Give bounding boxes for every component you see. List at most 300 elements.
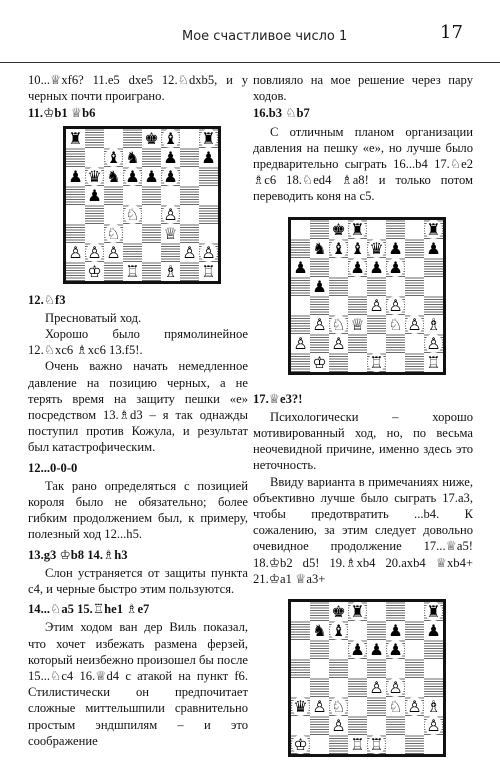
chess-piece-p: ♟ [369,640,384,660]
chess-piece-R: ♖ [426,352,441,372]
board-square [85,129,104,148]
board-square [386,678,405,697]
board-square [424,315,443,334]
chess-piece-K: ♔ [312,352,327,372]
board-square [386,621,405,640]
board-square [424,296,443,315]
chess-piece-r: ♜ [426,219,441,239]
chess-piece-P: ♙ [331,333,346,353]
board-square [405,678,424,697]
board-square [66,205,85,224]
board-square [104,262,123,281]
board-square [291,277,310,296]
chess-piece-p: ♟ [163,166,178,186]
chess-piece-p: ♟ [369,257,384,277]
board-square [85,167,104,186]
board-square [161,186,180,205]
board-square [424,621,443,640]
chess-piece-p: ♟ [350,640,365,660]
chess-piece-glyph: ♘ [50,668,62,684]
move-heading: 17.♕e3?! [253,390,303,406]
chess-piece-glyph: ♗ [341,172,353,188]
chess-piece-p: ♟ [201,147,216,167]
chess-piece-p: ♟ [163,147,178,167]
board-square [329,334,348,353]
board-square [199,148,218,167]
board-square [329,716,348,735]
board-square [161,148,180,167]
board-square [386,220,405,239]
paragraph: Слон устраняется от защиты пункта с4, и черные быстро этим пользуются. [28,565,248,597]
board-square [66,129,85,148]
board-square [405,258,424,277]
chess-piece-glyph: ♕ [435,554,447,570]
board-square [291,621,310,640]
board-square [367,239,386,258]
board-square [180,243,199,262]
board-square [424,277,443,296]
board-square [66,186,85,205]
board-square [367,258,386,277]
board-square [386,315,405,334]
board-square [367,353,386,372]
chess-piece-b: ♝ [350,238,365,258]
board-square [161,205,180,224]
board-square [405,640,424,659]
board-square [66,262,85,281]
board-square [199,205,218,224]
board-square [329,315,348,334]
board-square [348,640,367,659]
chess-piece-Q: ♕ [163,223,178,243]
chess-piece-k: ♚ [331,602,346,622]
chess-piece-P: ♙ [426,716,441,736]
move-heading: 12.♘f3 [28,291,66,307]
board-square [310,258,329,277]
diagram-after-16-b3-nb7 [288,217,446,375]
board-square [199,243,218,262]
board-square [348,220,367,239]
chess-piece-P: ♙ [331,716,346,736]
board-square [199,129,218,148]
board-square [424,716,443,735]
chess-piece-glyph: ♔ [268,554,281,570]
board-square [424,640,443,659]
board-square [104,205,123,224]
board-square [348,334,367,353]
board-square [85,243,104,262]
board-square [142,262,161,281]
board-square [405,315,424,334]
chess-piece-r: ♜ [68,128,83,148]
chess-piece-b: ♝ [106,147,121,167]
board-square [329,697,348,716]
board-square [291,315,310,334]
board-square [424,735,443,754]
chess-board [63,126,221,284]
board-square [329,220,348,239]
board-square [329,735,348,754]
running-title: Мое счастливое число 1 [182,29,348,44]
chess-piece-glyph: ♕ [445,538,457,554]
chess-piece-glyph: ♗ [253,172,265,188]
board-square [142,167,161,186]
chess-piece-n: ♞ [125,147,140,167]
board-square [161,224,180,243]
board-square [291,716,310,735]
board-square [424,334,443,353]
board-square [329,659,348,678]
board-square [348,678,367,697]
board-square [291,659,310,678]
chess-piece-glyph: ♕ [95,668,107,684]
board-square [85,262,104,281]
chess-piece-P: ♙ [312,314,327,334]
board-square [123,129,142,148]
paragraph: Ввиду варианта в примечаниях ниже, объективно лучше было сыграть 17.a3, чтобы предотвратить ...b4. К сожалению, за этим следует довольно очевидное продолжение 17...♕a5! 18.♔b2 d5! 19.♗xb4 20.axb4 ♕xb4+ 21.♔a1 ♕a3+ [253,474,473,586]
paragraph: Хорошо было прямолинейное 12.♘xc6 ♗xc6 13.f5!. [28,327,248,358]
board-square [142,148,161,167]
board-square [104,243,123,262]
chess-piece-p: ♟ [293,257,308,277]
chess-piece-r: ♜ [350,602,365,622]
chess-piece-b: ♝ [331,621,346,641]
board-square [386,296,405,315]
chess-piece-P: ♙ [407,314,422,334]
chess-piece-n: ♞ [312,238,327,258]
page-number: 17 [440,22,463,43]
chess-piece-q: ♛ [87,166,102,186]
board-square [310,621,329,640]
chess-piece-P: ♙ [293,333,308,353]
chess-piece-p: ♟ [388,640,403,660]
chess-piece-q: ♛ [369,238,384,258]
board-square [291,296,310,315]
board-square [367,602,386,621]
board-square [329,277,348,296]
board-square [310,659,329,678]
paragraph: Пресноватый ход. [45,310,142,325]
chess-piece-p: ♟ [87,185,102,205]
board-square [329,353,348,372]
board-square [367,334,386,353]
board-square [291,239,310,258]
chess-piece-n: ♞ [312,621,327,641]
chess-piece-P: ♙ [182,242,197,262]
diagram-after-11-kb1-qb6 [63,126,221,284]
chess-piece-glyph: ♕ [50,72,62,87]
board-square [424,220,443,239]
chess-piece-B: ♗ [163,261,178,281]
board-square [329,602,348,621]
paragraph: повлияло на мое решение через пару ходов. [253,73,473,104]
chess-piece-q: ♛ [293,697,308,717]
board-square [291,602,310,621]
board-square [291,334,310,353]
board-square [386,735,405,754]
chess-piece-k: ♚ [331,219,346,239]
board-square [367,621,386,640]
board-square [123,262,142,281]
chess-piece-B: ♗ [426,314,441,334]
chess-piece-P: ♙ [201,242,216,262]
board-square [180,148,199,167]
board-square [405,334,424,353]
board-square [348,258,367,277]
chess-piece-Q: ♕ [350,314,365,334]
board-square [310,315,329,334]
chess-piece-P: ♙ [68,242,83,262]
board-square [386,716,405,735]
board-square [405,602,424,621]
board-square [386,353,405,372]
chess-piece-glyph: ♗ [345,554,357,570]
chess-piece-N: ♘ [125,204,140,224]
board-square [310,735,329,754]
chess-piece-p: ♟ [68,166,83,186]
board-square [291,678,310,697]
board-square [424,239,443,258]
chess-piece-glyph: ♘ [43,342,56,358]
chess-piece-p: ♟ [350,257,365,277]
chess-piece-N: ♘ [331,314,346,334]
board-square [310,334,329,353]
board-square [310,353,329,372]
board-square [405,621,424,640]
chess-piece-glyph: ♗ [126,601,138,617]
board-square [405,353,424,372]
board-square [142,243,161,262]
chess-piece-b: ♝ [331,238,346,258]
chess-piece-r: ♜ [201,128,216,148]
board-square [405,239,424,258]
board-square [180,129,199,148]
chess-board [288,599,446,757]
chess-piece-P: ♙ [312,697,327,717]
board-square [123,148,142,167]
move-heading: 12...0-0-0 [28,460,78,475]
board-square [199,167,218,186]
board-square [424,678,443,697]
board-square [348,697,367,716]
chess-piece-P: ♙ [106,242,121,262]
paragraph: Очень важно начать немедленное давление на позицию черных, а не терять время на защиту пешки «е» посредством 13.♗d3 – я так однажды поступил против Кожула, и результат был катастрофическим. [28,359,248,455]
board-square [310,697,329,716]
board-square [348,602,367,621]
chess-piece-P: ♙ [426,333,441,353]
board-square [66,148,85,167]
chess-piece-p: ♟ [426,621,441,641]
board-square [180,186,199,205]
chess-piece-glyph: ♘ [177,72,189,87]
board-square [367,716,386,735]
board-square [386,239,405,258]
board-square [424,353,443,372]
chess-piece-p: ♟ [388,257,403,277]
paragraph: Так рано определяться с позицией короля было не обязательно; более гибким продолжением был, к примеру, полезный ход 12...h5. [28,478,248,542]
board-square [367,659,386,678]
board-square [424,602,443,621]
board-square [123,243,142,262]
board-square [367,315,386,334]
board-square [199,262,218,281]
chess-piece-N: ♘ [331,697,346,717]
board-square [386,334,405,353]
board-square [310,220,329,239]
board-square [348,296,367,315]
board-square [348,277,367,296]
board-square [367,735,386,754]
chess-piece-R: ♖ [350,735,365,755]
board-square [161,129,180,148]
chess-piece-K: ♔ [87,261,102,281]
chess-piece-B: ♗ [426,697,441,717]
chess-piece-R: ♖ [369,352,384,372]
chess-piece-K: ♔ [293,735,308,755]
chess-piece-N: ♘ [388,697,403,717]
chess-piece-p: ♟ [388,238,403,258]
move-heading: 16.b3 ♘b7 [253,105,310,121]
chess-piece-glyph: ♕ [295,570,307,586]
chess-piece-R: ♖ [369,735,384,755]
paragraph: Этим ходом ван дер Виль показал, что хочет избежать размена ферзей, который неизбежно произошел бы после 15...♘c4 16.♕d4 с атакой на пункт f6. Стилистически он предпочитает сложные миттельшпили сравнительно простым эндшпилям – и это соображение [28,620,249,748]
chess-piece-glyph: ♔ [268,570,281,586]
board-square [405,716,424,735]
board-square [104,129,123,148]
right-column [253,72,473,773]
board-square [329,621,348,640]
paragraph: Психологически – хорошо мотивированный ход, но, по весьма неочевидной причине, именно здесь это неточность. [253,409,473,473]
board-square [85,186,104,205]
board-square [310,716,329,735]
board-square [123,224,142,243]
board-square [104,186,123,205]
chess-piece-glyph: ♘ [43,291,56,307]
diagram-after-21-ka1-qa3 [288,599,446,757]
chess-piece-P: ♙ [369,295,384,315]
chess-piece-glyph: ♘ [285,105,297,121]
chess-piece-r: ♜ [350,219,365,239]
paragraph: С отличным планом организации давления на пешку «е», но лучше было предварительно сыграть 16...b4 17.♘e2 ♗c6 18.♘ed4 ♗a8! и только потом переводить коня на с5. [253,124,473,204]
board-square [348,353,367,372]
board-square [310,678,329,697]
board-square [348,659,367,678]
board-square [329,640,348,659]
board-square [104,167,123,186]
board-square [405,735,424,754]
board-square [142,224,161,243]
board-square [386,277,405,296]
board-square [123,167,142,186]
board-square [291,258,310,277]
board-square [85,148,104,167]
board-square [405,659,424,678]
board-square [291,697,310,716]
board-square [367,678,386,697]
chess-piece-glyph: ♔ [43,105,55,121]
board-square [180,224,199,243]
board-square [329,296,348,315]
chess-piece-P: ♙ [407,697,422,717]
chess-piece-p: ♟ [388,621,403,641]
board-square [85,224,104,243]
board-square [291,220,310,239]
chess-piece-n: ♞ [106,166,121,186]
board-square [161,262,180,281]
board-square [386,697,405,716]
board-square [348,716,367,735]
chess-piece-p: ♟ [312,276,327,296]
board-square [329,678,348,697]
board-square [329,239,348,258]
left-column [28,72,248,749]
board-square [291,640,310,659]
chess-piece-p: ♟ [426,238,441,258]
chess-piece-P: ♙ [388,295,403,315]
board-square [142,205,161,224]
board-square [310,602,329,621]
board-square [424,258,443,277]
board-square [367,296,386,315]
board-square [291,353,310,372]
board-square [66,167,85,186]
chess-piece-glyph: ♘ [301,172,314,188]
move-heading: 11.♔b1 ♕b6 [28,105,96,121]
board-square [123,186,142,205]
board-square [142,186,161,205]
board-square [386,640,405,659]
board-square [104,148,123,167]
board-square [310,277,329,296]
board-square [348,239,367,258]
chess-piece-R: ♖ [201,261,216,281]
move-heading: 14...♘a5 15.♖he1 ♗e7 [28,601,150,617]
board-square [405,296,424,315]
board-square [180,205,199,224]
chess-piece-P: ♙ [388,678,403,698]
board-square [405,697,424,716]
chess-piece-glyph: ♕ [268,390,281,406]
chess-piece-p: ♟ [144,166,159,186]
board-square [367,277,386,296]
board-square [104,224,123,243]
board-square [424,659,443,678]
chess-piece-P: ♙ [369,678,384,698]
board-square [405,220,424,239]
board-square [367,640,386,659]
board-square [405,277,424,296]
board-square [66,224,85,243]
board-square [367,220,386,239]
chess-piece-glyph: ♕ [70,105,83,121]
chess-piece-glyph: ♗ [76,342,88,358]
board-square [180,167,199,186]
chess-piece-p: ♟ [125,166,140,186]
board-square [348,315,367,334]
page-header [0,0,500,63]
board-square [199,186,218,205]
chess-piece-k: ♚ [144,128,159,148]
board-square [310,239,329,258]
chess-piece-P: ♙ [87,242,102,262]
chess-piece-glyph: ♗ [102,546,115,562]
board-square [348,735,367,754]
board-square [66,243,85,262]
board-square [310,296,329,315]
chess-piece-r: ♜ [426,602,441,622]
chess-piece-b: ♝ [163,128,178,148]
chess-piece-glyph: ♗ [118,407,131,423]
